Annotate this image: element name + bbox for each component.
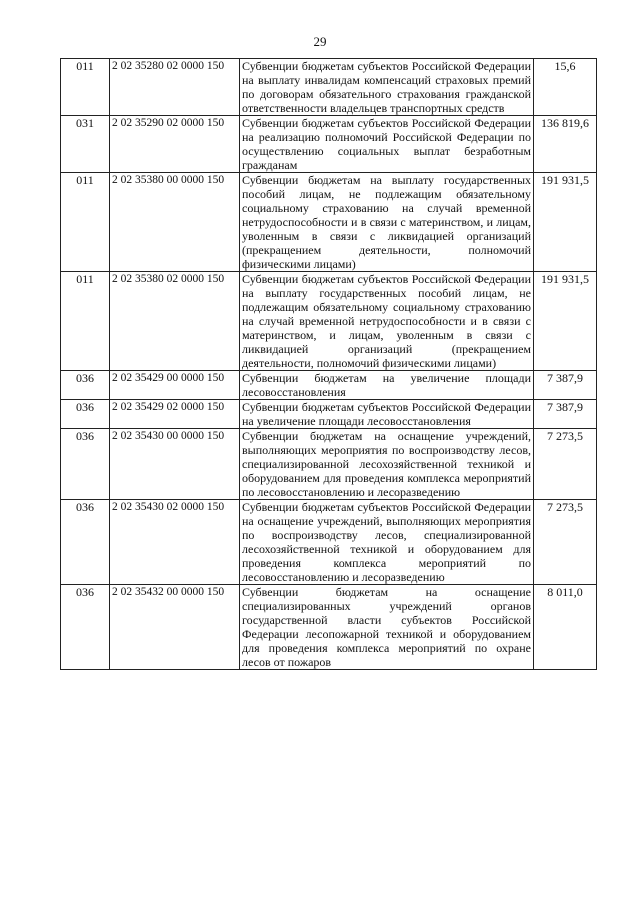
table-row xyxy=(61,585,597,670)
table-row xyxy=(61,371,597,400)
revenue-name-cell: Субвенции бюджетам на оснащение учреждений, выполняющих мероприятия по воспроизводству лесов, специализированной лесохозяйственной техникой и оборудованием для проведения комплекса мероприятий по лесовосстановлению и лесоразведению xyxy=(240,429,534,500)
table-row xyxy=(61,59,597,116)
amount-cell: 8 011,0 xyxy=(534,585,597,670)
revenue-name-cell: Субвенции бюджетам субъектов Российской Федерации на оснащение учреждений, выполняющих мероприятия по воспроизводству лесов, специализированной лесохозяйственной техникой и оборудованием для проведения комплекса мероприятий по лесовосстановлению и лесоразведению xyxy=(240,500,534,585)
revenue-name-cell: Субвенции бюджетам на увеличение площади лесовосстановления xyxy=(240,371,534,400)
admin-code-cell: 011 xyxy=(61,59,110,116)
table-row xyxy=(61,429,597,500)
amount-cell: 7 387,9 xyxy=(534,400,597,429)
amount-cell: 15,6 xyxy=(534,59,597,116)
admin-code-cell: 011 xyxy=(61,173,110,272)
revenue-name-cell: Субвенции бюджетам субъектов Российской Федерации на увеличение площади лесовосстановления xyxy=(240,400,534,429)
page-number: 29 xyxy=(313,34,327,49)
budget-classification-code-cell: 2 02 35380 02 0000 150 xyxy=(110,272,240,371)
table-row xyxy=(61,400,597,429)
amount-cell: 136 819,6 xyxy=(534,116,597,173)
budget-classification-code-cell: 2 02 35429 02 0000 150 xyxy=(110,400,240,429)
budget-classification-code-cell: 2 02 35290 02 0000 150 xyxy=(110,116,240,173)
admin-code-cell: 036 xyxy=(61,429,110,500)
amount-cell: 191 931,5 xyxy=(534,272,597,371)
table-row xyxy=(61,272,597,371)
amount-cell: 191 931,5 xyxy=(534,173,597,272)
admin-code-cell: 031 xyxy=(61,116,110,173)
budget-classification-code-cell: 2 02 35430 00 0000 150 xyxy=(110,429,240,500)
table-row xyxy=(61,116,597,173)
budget-classification-code-cell: 2 02 35280 02 0000 150 xyxy=(110,59,240,116)
revenue-name-cell: Субвенции бюджетам субъектов Российской Федерации на выплату государственных пособий лицам, не подлежащим обязательному социальному страхованию на случай временной нетрудоспособности и в связи с материнством, и лицам, уволенным в связи с ликвидацией организаций (прекращением деятельности, полномочий физическими лицами) xyxy=(240,272,534,371)
admin-code-cell: 036 xyxy=(61,500,110,585)
table-row xyxy=(61,173,597,272)
amount-cell: 7 387,9 xyxy=(534,371,597,400)
admin-code-cell: 036 xyxy=(61,371,110,400)
admin-code-cell: 036 xyxy=(61,585,110,670)
budget-table xyxy=(60,58,597,670)
budget-table-body xyxy=(61,59,597,670)
admin-code-cell: 011 xyxy=(61,272,110,371)
revenue-name-cell: Субвенции бюджетам субъектов Российской Федерации на реализацию полномочий Российской Федерации по осуществлению социальных выплат безработным гражданам xyxy=(240,116,534,173)
admin-code-cell: 036 xyxy=(61,400,110,429)
budget-classification-code-cell: 2 02 35380 00 0000 150 xyxy=(110,173,240,272)
revenue-name-cell: Субвенции бюджетам субъектов Российской Федерации на выплату инвалидам компенсаций страховых премий по договорам обязательного страхования гражданской ответственности владельцев транспортных средств xyxy=(240,59,534,116)
revenue-name-cell: Субвенции бюджетам на оснащение специализированных учреждений органов государственной власти субъектов Российской Федерации лесопожарной техникой и оборудованием для проведения комплекса мероприятий по охране лесов от пожаров xyxy=(240,585,534,670)
amount-cell: 7 273,5 xyxy=(534,429,597,500)
revenue-name-cell: Субвенции бюджетам на выплату государственных пособий лицам, не подлежащим обязательному социальному страхованию на случай временной нетрудоспособности и в связи с материнством, и лицам, уволенным в связи с ликвидацией организаций (прекращением деятельности, полномочий физическими лицами) xyxy=(240,173,534,272)
budget-classification-code-cell: 2 02 35429 00 0000 150 xyxy=(110,371,240,400)
amount-cell: 7 273,5 xyxy=(534,500,597,585)
budget-classification-code-cell: 2 02 35432 00 0000 150 xyxy=(110,585,240,670)
table-row xyxy=(61,500,597,585)
budget-classification-code-cell: 2 02 35430 02 0000 150 xyxy=(110,500,240,585)
